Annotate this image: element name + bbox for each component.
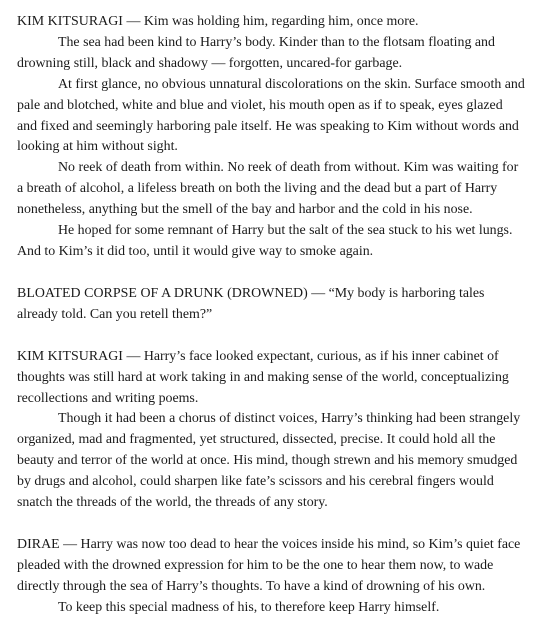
dialogue-paragraph: He hoped for some remnant of Harry but the salt of the sea stuck to his wet lungs. And to Kim’s it did too, until it would give way to smoke again. xyxy=(17,223,513,259)
dialogue-paragraph xyxy=(17,347,526,410)
speaker-separator: — xyxy=(59,536,81,552)
dialogue-paragraph xyxy=(17,12,526,33)
speaker-separator: — xyxy=(122,348,144,364)
dialogue-text: Harry’s face looked expectant, curious, as if his inner cabinet of thoughts was still hard at work taking in and making sense of the world, conceptualizing recollections and writing poems. xyxy=(17,348,509,406)
speaker-name: BLOATED CORPSE OF A DRUNK (DROWNED) xyxy=(17,285,308,301)
dialogue-paragraph: The sea had been kind to Harry’s body. Kinder than to the flotsam floating and drowning still, black and shadowy — forgotten, uncared-for garbage. xyxy=(17,34,495,71)
dialogue-block-kim-2 xyxy=(17,347,526,514)
dialogue-block-dirae xyxy=(17,535,526,619)
dialogue-text: Kim was holding him, regarding him, once more. xyxy=(143,14,419,29)
dialogue-paragraph xyxy=(17,535,526,598)
speaker-name: KIM KITSURAGI xyxy=(17,14,123,29)
dialogue-paragraph: Though it had been a chorus of distinct voices, Harry’s thinking had been strangely organized, mad and fragmented, yet structured, dissected, precise. It could hold all the beauty and terror of the world at once. His mind, though strewn and his memory smudged by drugs and alcohol, could sharpen like fate’s scissors and his cerebral fingers would snatch the threads of the world, the threads of any story. xyxy=(17,411,521,511)
dialogue-paragraph: To keep this special madness of his, to therefore keep Harry himself. xyxy=(58,599,440,615)
dialogue-block-kim-1 xyxy=(17,12,526,263)
dialogue-text: “My body is harboring tales already told. Can you retell them?” xyxy=(17,285,485,322)
dialogue-paragraph: At first glance, no obvious unnatural discolorations on the skin. Surface smooth and pale and blotched, white and blue and violet, his mouth open as if to speak, eyes glazed and fixed and seemingly harboring pale itself. He was speaking to Kim without words and looking at him without sight. xyxy=(17,76,525,155)
speaker-separator: — xyxy=(307,285,329,301)
dialogue-paragraph: No reek of death from within. No reek of death from without. Kim was waiting for a breath of alcohol, a lifeless breath on both the living and the dead but a part of Harry nonetheless, anything but the smell of the bay and harbor and the cold in his nose. xyxy=(17,160,519,218)
dialogue-paragraph xyxy=(17,284,526,326)
dialogue-block-corpse xyxy=(17,284,526,326)
speaker-name: DIRAE xyxy=(17,536,60,552)
speaker-name: KIM KITSURAGI xyxy=(17,348,123,364)
speaker-separator: — xyxy=(122,14,144,29)
dialogue-text: Harry was now too dead to hear the voices inside his mind, so Kim’s quiet face pleaded with the drowned expression for him to be the one to hear them now, to wade directly through the sea of Harry’s thoughts. To have a kind of drowning of his own. xyxy=(17,536,521,594)
